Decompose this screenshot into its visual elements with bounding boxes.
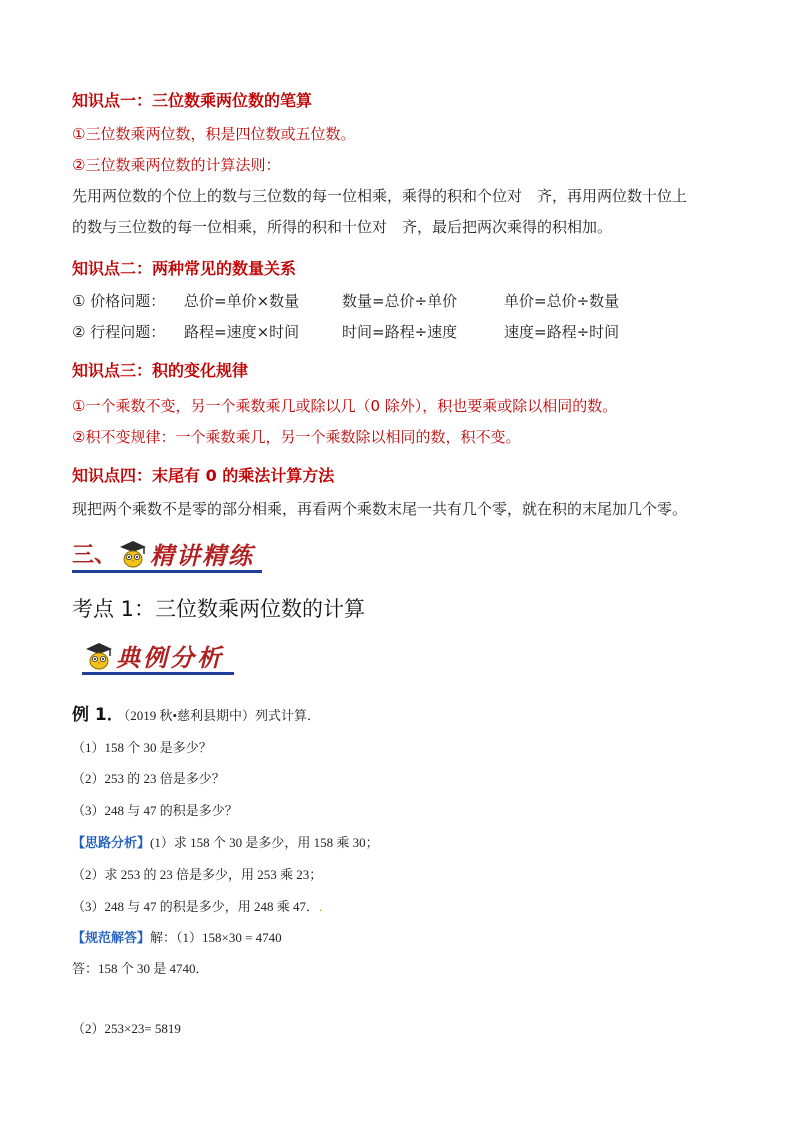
owl-scholar-icon (116, 540, 150, 568)
kp2-formula-speed: 速度=路程÷时间 (504, 323, 620, 341)
owl-scholar-icon (82, 642, 116, 670)
kp1-rule-line1: 先用两位数的个位上的数与三位数的每一位相乘，乘得的积和个位对 齐，再用两位数十位上 (72, 187, 688, 205)
kp2-formula-unit-price: 单价=总价÷数量 (504, 292, 620, 310)
example-question-2: （2）253 的 23 倍是多少？ (72, 771, 225, 786)
banner-title: 典例分析 (116, 643, 224, 672)
kp4-text: 现把两个乘数不是零的部分相乘，再看两个乘数末尾一共有几个零，就在积的末尾加几个零。 (72, 500, 688, 518)
answer-line-2: 答：158 个 30 是 4740． (72, 961, 209, 976)
kp2-row-travel (72, 321, 619, 342)
banner-title: 精讲精练 (150, 541, 255, 570)
kp1-rule-line2: 的数与三位数的每一位相乘，所得的积和十位对 齐，最后把两次乘得的积相加。 (72, 218, 613, 236)
kp1-item2: ②三位数乘两位数的计算法则： (72, 156, 281, 174)
kp2-heading: 知识点二：两种常见的数量关系 (72, 259, 297, 278)
kp1-item1: ①三位数乘两位数，积是四位数或五位数。 (72, 125, 356, 143)
kp2-row-label: ② 行程问题： (72, 323, 166, 341)
banner-underline (72, 570, 262, 573)
kp3-item1: ①一个乘数不变，另一个乘数乘几或除以几（0 除外），积也要乘或除以相同的数。 (72, 397, 618, 415)
banner-prefix: 三、 (72, 542, 117, 568)
section-banner-examples (82, 638, 224, 673)
analysis-tag: 【思路分析】 (72, 835, 151, 850)
example-question-1: （1）158 个 30 是多少？ (72, 740, 212, 755)
analysis-line-2: （2）求 253 的 23 倍是多少，用 253 乘 23； (72, 867, 323, 882)
example-header (72, 700, 320, 725)
kp1-heading: 知识点一：三位数乘两位数的笔算 (72, 91, 313, 110)
answer-line-1 (72, 927, 282, 946)
analysis-text: （3）248 与 47 的积是多少，用 248 乘 47． (72, 899, 320, 914)
kp2-formula-total-price: 总价=单价×数量 (184, 292, 300, 310)
example-source: （2019 秋•慈利县期中）列式计算． (123, 708, 321, 723)
kp2-formula-quantity: 数量=总价÷单价 (342, 292, 458, 310)
kp2-formula-time: 时间=路程÷速度 (342, 323, 458, 341)
answer-line-3: （2）253×23= 5819 (72, 1021, 181, 1036)
analysis-dot: . (319, 899, 323, 914)
analysis-line-1 (72, 832, 379, 851)
answer-text: 解：（1）158×30 = 4740 (150, 930, 282, 945)
kp2-formula-distance: 路程=速度×时间 (184, 323, 300, 341)
example-question-3: （3）248 与 47 的积是多少？ (72, 803, 238, 818)
answer-tag: 【规范解答】 (72, 930, 151, 945)
analysis-line-3 (72, 896, 322, 915)
kp2-row-price (72, 290, 619, 311)
kp2-row-label: ① 价格问题： (72, 292, 166, 310)
kp3-heading: 知识点三：积的变化规律 (72, 361, 249, 380)
kp3-item2: ②积不变规律：一个乘数乘几，另一个乘数除以相同的数，积不变。 (72, 428, 521, 446)
kp4-heading: 知识点四：末尾有 0 的乘法计算方法 (72, 466, 335, 485)
banner-underline (82, 672, 234, 675)
section-title: 考点 1：三位数乘两位数的计算 (72, 597, 366, 621)
example-label: 例 1． (72, 705, 124, 725)
analysis-text: (1）求 158 个 30 是多少，用 158 乘 30； (150, 835, 379, 850)
section-banner-practice (72, 536, 254, 571)
